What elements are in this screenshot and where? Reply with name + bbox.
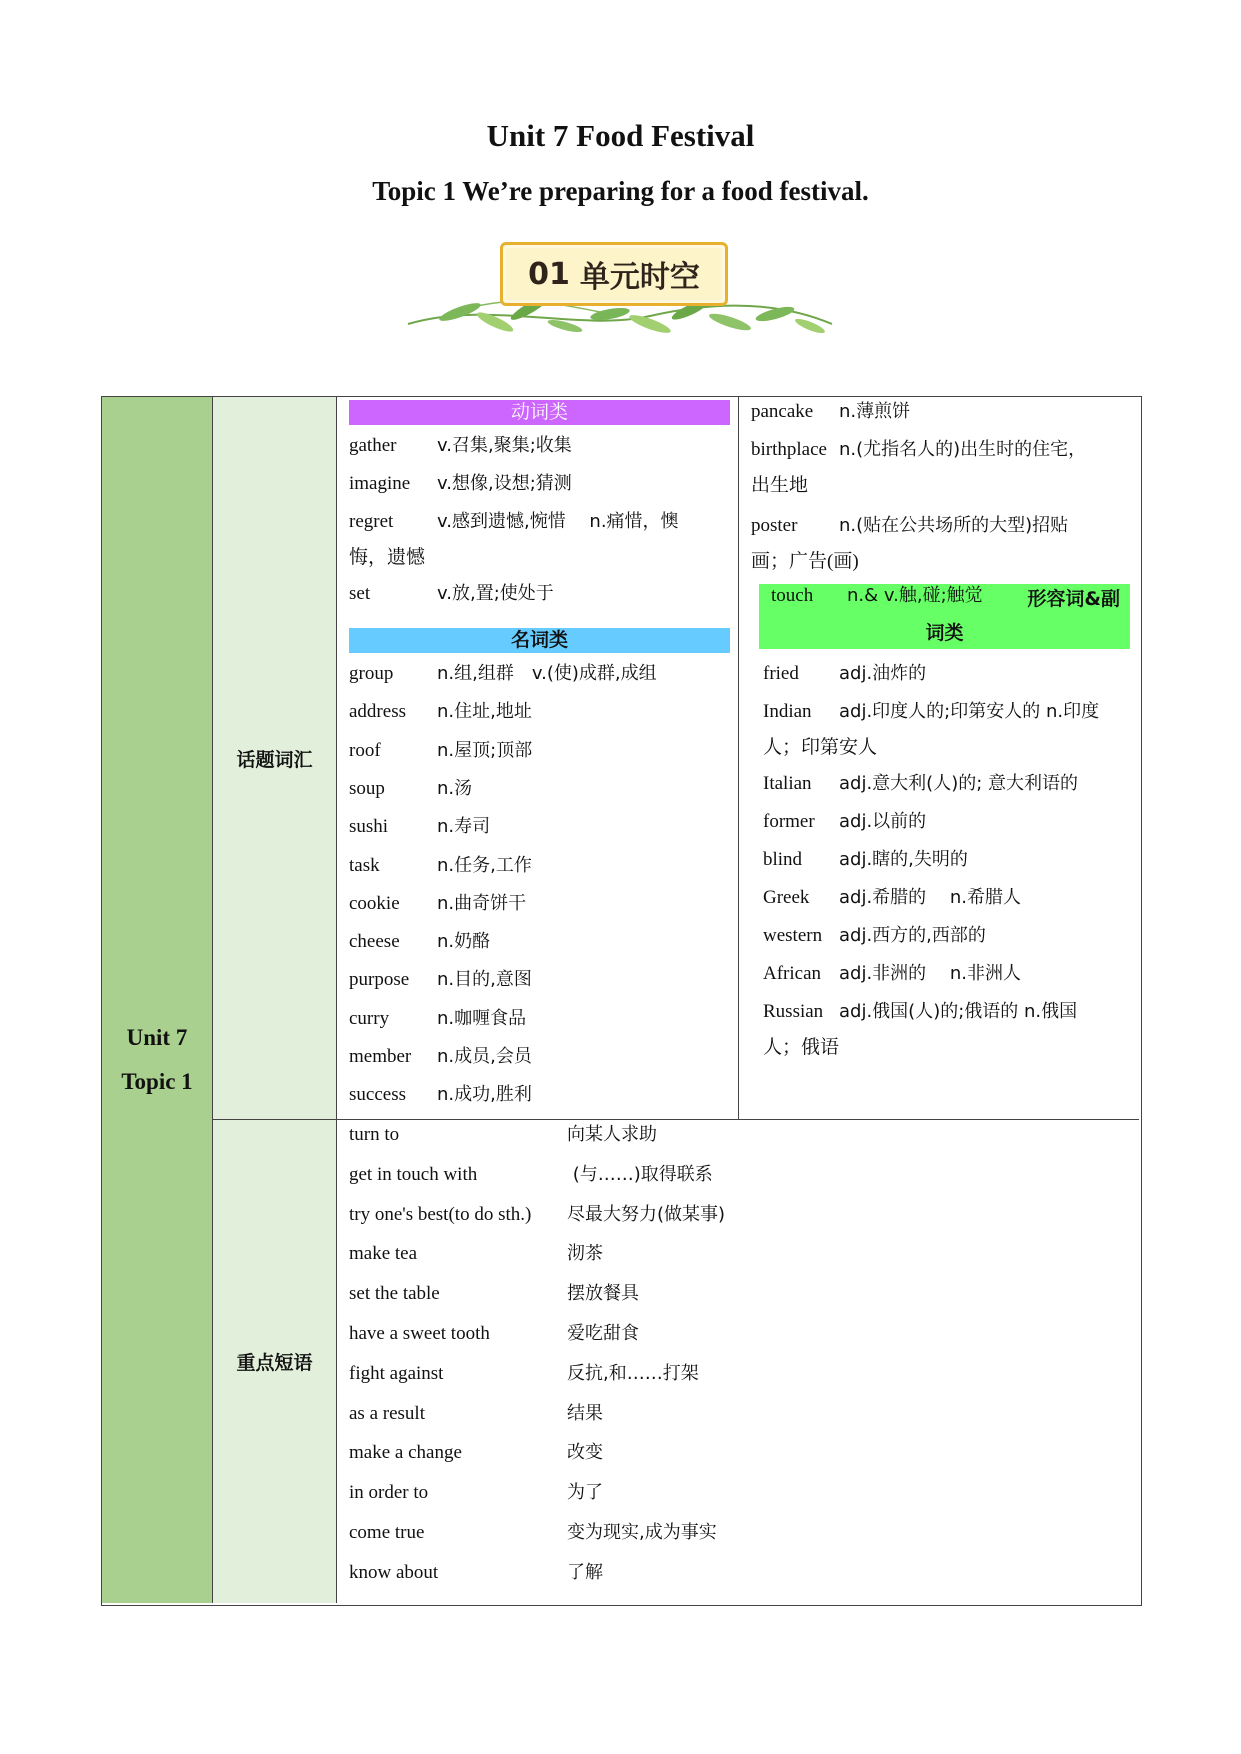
vocab-entry — [349, 699, 532, 725]
vocab-meaning-continued: 悔，遗憾 — [349, 547, 426, 568]
vocab-entry — [349, 967, 532, 993]
vocab-entry — [349, 661, 657, 687]
vocab-entry — [349, 853, 532, 879]
vocab-entry — [751, 513, 1068, 539]
vocab-entry — [349, 738, 532, 764]
vocab-entry — [763, 999, 1077, 1025]
vocab-word: soup — [349, 777, 385, 799]
vocab-word: member — [349, 1046, 412, 1067]
vocab-meaning: adj.希腊的 n.希腊人 — [839, 887, 1022, 908]
phrase-english: try one's best(to do sth.) — [349, 1203, 532, 1225]
adj-heading-part2: 词类 — [925, 622, 964, 644]
vocab-entry — [349, 509, 679, 535]
phrase-english: set the table — [349, 1283, 440, 1305]
vocab-meaning: adj.以前的 — [839, 811, 927, 832]
vocab-word: purpose — [349, 969, 410, 991]
topic-label: Topic 1 — [121, 1069, 193, 1094]
phrase-chinese: 沏茶 — [567, 1243, 603, 1265]
topic-vocab-label: 话题词汇 — [213, 397, 337, 1120]
phrase-english: come true — [349, 1522, 425, 1543]
vocab-meaning: adj.西方的,西部的 — [839, 925, 986, 946]
banner-text: 单元时空 — [579, 260, 700, 295]
vocab-meaning: adj.油炸的 — [839, 663, 927, 684]
vocab-entry — [751, 437, 1086, 463]
banner-number: 01 — [528, 256, 570, 292]
key-phrases-label: 重点短语 — [213, 1120, 337, 1603]
vocab-entry — [763, 885, 1021, 911]
vocab-word: group — [349, 663, 394, 684]
phrase-english: make tea — [349, 1243, 418, 1265]
vocab-entry — [349, 433, 572, 459]
vocab-entry — [349, 1082, 532, 1108]
vocab-meaning: n.目的,意图 — [437, 969, 532, 991]
phrase-chinese: 爱吃甜食 — [567, 1323, 639, 1344]
vocab-word: sushi — [349, 816, 389, 838]
unit-cell — [102, 397, 213, 1603]
adj-heading-part1: 形容词&副 — [1027, 588, 1120, 610]
vocab-entry — [771, 583, 983, 609]
phrase-row — [349, 1281, 639, 1307]
verb-heading: 动词类 — [349, 400, 730, 425]
phrase-english: in order to — [349, 1482, 429, 1504]
vocab-meaning: n.咖喱食品 — [437, 1007, 527, 1029]
phrases-cell — [337, 1120, 1139, 1603]
phrase-chinese: 变为现实,成为事实 — [567, 1522, 717, 1543]
vocab-meaning: n.(贴在公共场所的大型)招贴 — [839, 515, 1069, 536]
vocab-entry — [349, 1006, 526, 1032]
vocab-entry — [349, 891, 526, 917]
vocab-left-column — [337, 397, 739, 1120]
vocab-word: touch — [771, 585, 814, 606]
vocab-word: imagine — [349, 473, 411, 494]
vocab-meaning-continued: 人；俄语 — [763, 1037, 840, 1058]
phrase-row — [349, 1520, 717, 1546]
vocab-meaning: adj.俄国(人)的;俄语的 n.俄国 — [839, 1001, 1078, 1022]
vocab-entry — [349, 471, 572, 497]
vocab-meaning: n.寿司 — [437, 816, 491, 838]
vocab-word: Italian — [763, 773, 812, 794]
phrase-row — [349, 1401, 603, 1427]
vocab-word: cheese — [349, 931, 400, 953]
phrase-chinese: 尽最大努力(做某事) — [567, 1203, 726, 1225]
vocab-meaning: n.成员,会员 — [437, 1046, 532, 1067]
vocab-meaning: v.放,置;使处于 — [437, 583, 554, 604]
phrase-english: fight against — [349, 1362, 444, 1384]
vocab-entry — [349, 1044, 532, 1070]
vocab-entry — [349, 929, 490, 955]
phrase-english: make a change — [349, 1442, 462, 1464]
vocab-word: western — [763, 925, 823, 946]
phrase-row — [349, 1480, 603, 1506]
vocab-meaning: n.& v.触,碰;触觉 — [847, 585, 983, 606]
vocab-word: set — [349, 583, 371, 604]
vocab-entry — [763, 699, 1099, 725]
vocab-meaning-continued: 出生地 — [751, 475, 809, 496]
page-subtitle: Topic 1 We’re preparing for a food festival. — [372, 176, 869, 206]
banner-label — [500, 242, 728, 306]
vocab-meaning: n.组,组群 v.(使)成群,成组 — [437, 663, 657, 684]
phrase-row — [349, 1202, 725, 1228]
vocab-word: Indian — [763, 701, 812, 722]
phrase-english: have a sweet tooth — [349, 1323, 490, 1344]
vocab-entry — [763, 809, 926, 835]
vocab-word: fried — [763, 663, 799, 684]
vocab-table — [101, 396, 1142, 1606]
vocab-entry — [751, 399, 910, 425]
vocab-entry — [349, 581, 554, 607]
vocab-word: blind — [763, 849, 803, 870]
vocab-word: African — [763, 963, 822, 984]
vocab-meaning: v.想像,设想;猜测 — [437, 473, 572, 494]
vocab-word: birthplace — [751, 439, 827, 460]
vocab-word: roof — [349, 739, 381, 761]
vocab-entry — [763, 661, 926, 687]
phrase-english: get in touch with — [349, 1163, 478, 1185]
vocab-meaning: n.(尤指名人的)出生时的住宅， — [839, 439, 1087, 460]
vocab-meaning: n.屋顶;顶部 — [437, 739, 533, 761]
section-banner — [400, 232, 840, 342]
vocab-meaning: n.曲奇饼干 — [437, 892, 527, 914]
vocab-meaning: adj.意大利(人)的; 意大利语的 — [839, 773, 1079, 794]
vocab-meaning: n.薄煎饼 — [839, 401, 911, 422]
phrase-chinese: 反抗,和……打架 — [567, 1362, 699, 1384]
vocab-word: former — [763, 811, 815, 832]
vocab-meaning: n.成功,胜利 — [437, 1084, 532, 1106]
phrase-english: as a result — [349, 1402, 425, 1424]
phrase-row — [349, 1241, 603, 1267]
vocab-entry — [763, 771, 1078, 797]
vocab-meaning: adj.非洲的 n.非洲人 — [839, 963, 1022, 984]
vocab-word: pancake — [751, 401, 814, 422]
vocab-right-column — [739, 397, 1139, 1120]
vocab-word: gather — [349, 435, 397, 456]
phrase-english: know about — [349, 1561, 439, 1583]
phrase-english: turn to — [349, 1124, 400, 1145]
vocab-meaning: v.召集,聚集;收集 — [437, 435, 572, 456]
vocab-meaning: n.汤 — [437, 777, 473, 799]
vocab-word: address — [349, 701, 406, 723]
vocab-word: Greek — [763, 887, 810, 908]
noun-heading: 名词类 — [349, 628, 730, 653]
vocab-word: regret — [349, 511, 394, 532]
phrase-chinese: 改变 — [567, 1442, 603, 1464]
vocab-word: success — [349, 1084, 406, 1106]
vocab-word: poster — [751, 515, 798, 536]
vocab-word: curry — [349, 1007, 390, 1029]
vocab-word: task — [349, 854, 380, 876]
page-title: Unit 7 Food Festival — [486, 118, 755, 153]
vocab-entry — [349, 814, 490, 840]
unit-label: Unit 7 — [126, 1025, 188, 1050]
phrase-chinese: 了解 — [567, 1561, 603, 1583]
vocab-entry — [763, 847, 968, 873]
vocab-word: cookie — [349, 892, 400, 914]
phrase-row — [349, 1361, 699, 1387]
vocab-entry — [763, 923, 986, 949]
phrase-row — [349, 1122, 657, 1148]
vocab-entry — [349, 776, 472, 802]
vocab-meaning: adj.瞎的,失明的 — [839, 849, 968, 870]
vocab-meaning-continued: 画；广告(画) — [751, 551, 859, 572]
phrase-chinese: 摆放餐具 — [567, 1283, 639, 1305]
vocab-meaning: n.任务,工作 — [437, 854, 532, 876]
phrase-row — [349, 1440, 603, 1466]
phrase-chinese: 结果 — [567, 1402, 603, 1424]
phrase-chinese: 为了 — [567, 1482, 603, 1504]
vocab-meaning-continued: 人；印第安人 — [763, 737, 878, 758]
vocab-meaning: v.感到遗憾,惋惜 n.痛惜，懊 — [437, 511, 679, 532]
vocab-meaning: n.奶酪 — [437, 931, 491, 953]
vocab-meaning: adj.印度人的;印第安人的 n.印度 — [839, 701, 1100, 722]
phrase-row — [349, 1162, 713, 1188]
vocab-entry — [763, 961, 1021, 987]
vocab-meaning: n.住址,地址 — [437, 701, 532, 723]
phrase-chinese: 向某人求助 — [567, 1124, 657, 1145]
phrase-row — [349, 1560, 603, 1586]
phrase-row — [349, 1321, 639, 1347]
phrase-chinese: (与……)取得联系 — [567, 1163, 713, 1185]
vocab-word: Russian — [763, 1001, 824, 1022]
